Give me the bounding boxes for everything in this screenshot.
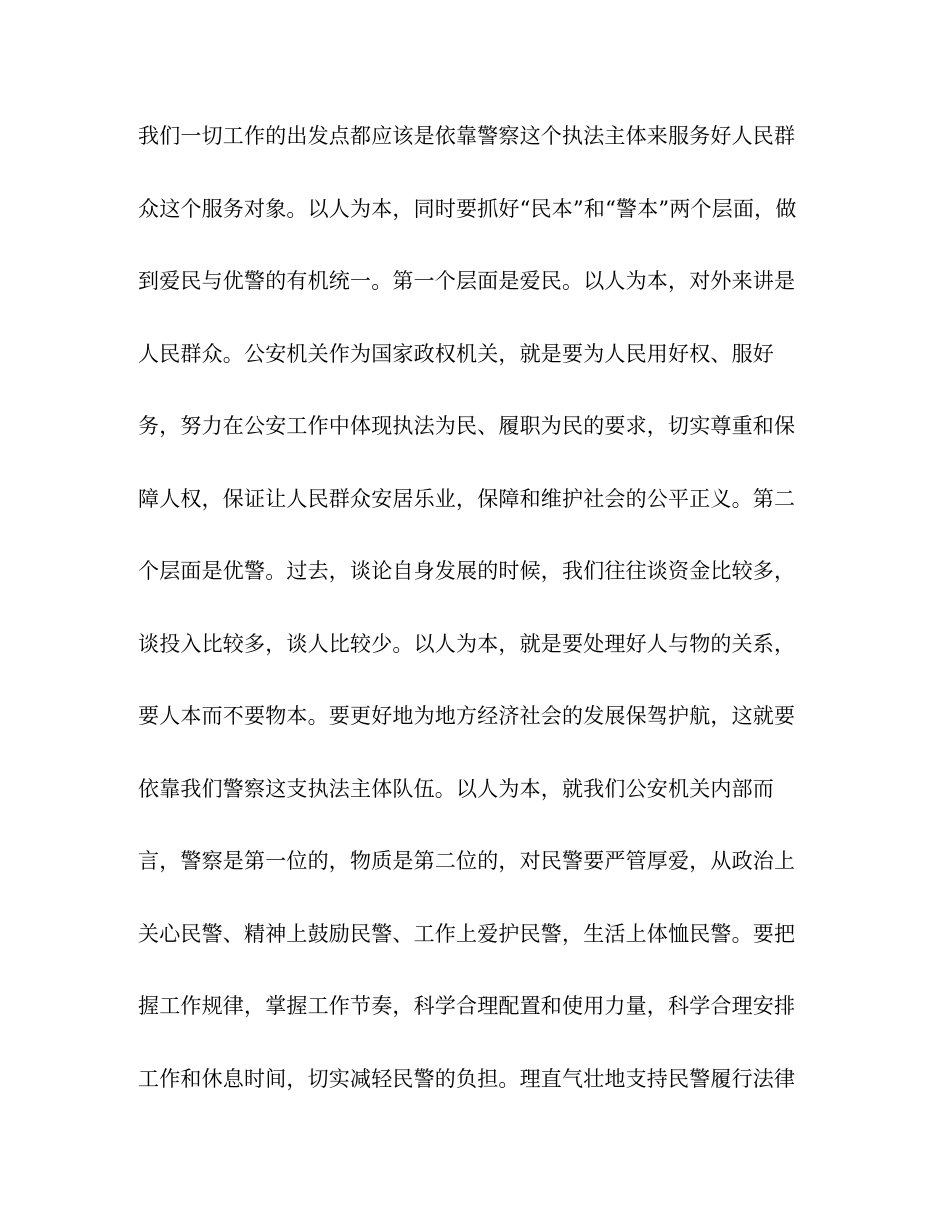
text-line-11: 言，警察是第一位的，物质是第二位的，对民警要严管厚爱，从政治上 (138, 849, 796, 873)
text-line-9: 要人本而不要物本。要更好地为地方经济社会的发展保驾护航，这就要 (138, 704, 796, 728)
text-line-3: 到爱民与优警的有机统一。第一个层面是爱民。以人为本，对外来讲是 (138, 269, 796, 293)
text-line-14: 工作和休息时间，切实减轻民警的负担。理直气壮地支持民警履行法律 (138, 1066, 796, 1091)
text-line-12: 关心民警、精神上鼓励民警、工作上爱护民警，生活上体恤民警。要把 (138, 921, 796, 946)
text-line-10: 依靠我们警察这支执法主体队伍。以人为本，就我们公安机关内部而 (138, 776, 774, 801)
text-line-5: 务，努力在公安工作中体现执法为民、履职为民的要求，切实尊重和保 (138, 414, 796, 438)
text-line-13: 握工作规律，掌握工作节奏，科学合理配置和使用力量，科学合理安排 (138, 994, 796, 1018)
text-line-7: 个层面是优警。过去，谈论自身发展的时候，我们往往谈资金比较多， (138, 559, 796, 583)
text-line-6: 障人权，保证让人民群众安居乐业，保障和维护社会的公平正义。第二 (138, 486, 796, 511)
text-line-1: 我们一切工作的出发点都应该是依靠警察这个执法主体来服务好人民群 (138, 124, 796, 148)
text-line-8: 谈投入比较多，谈人比较少。以人为本，就是要处理好人与物的关系， (138, 631, 796, 656)
text-line-2: 众这个服务对象。以人为本，同时要抓好“民本”和“警本”两个层面，做 (138, 196, 797, 221)
text-line-4: 人民群众。公安机关作为国家政权机关，就是要为人民用好权、服好 (138, 341, 774, 366)
document-body (138, 124, 828, 1139)
